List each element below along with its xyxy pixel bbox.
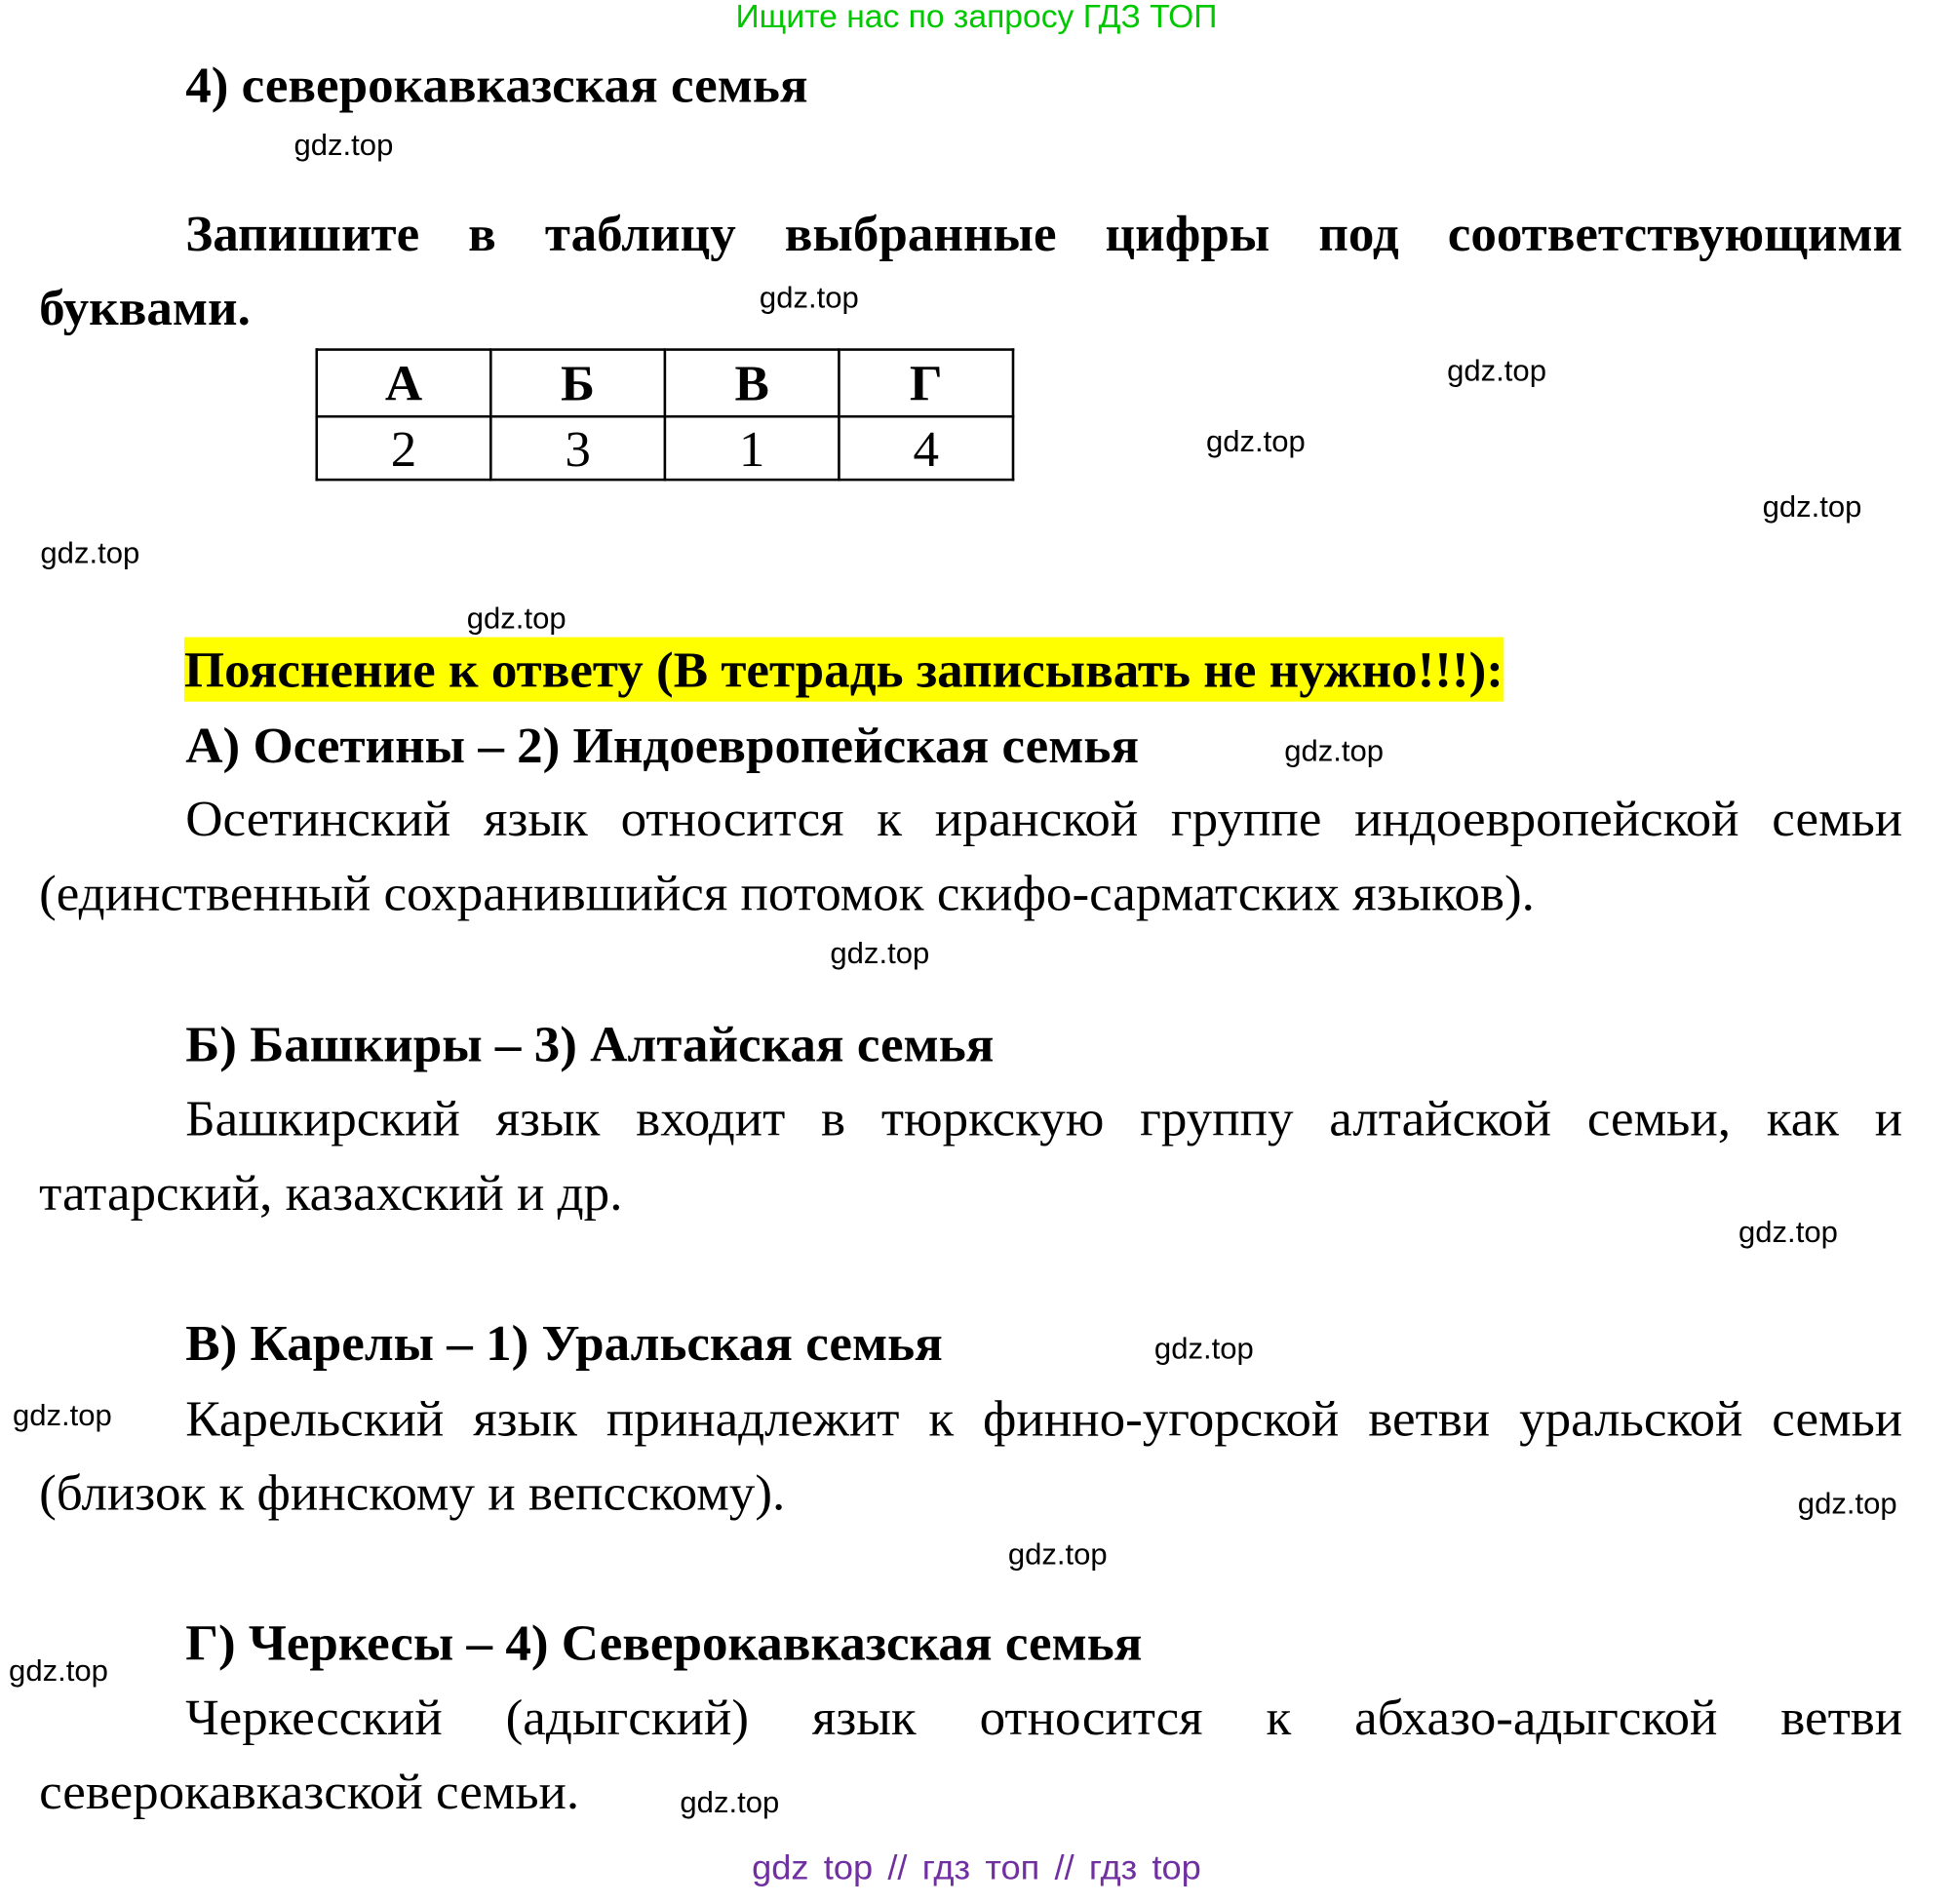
watermark: gdz.top [9, 1654, 108, 1689]
table-header-v: В [665, 350, 840, 417]
section-v-heading: В) Карелы – 1) Уральская семья [185, 1313, 943, 1372]
bottom-banner: gdz top // гдз топ // гдз top [752, 1847, 1201, 1887]
section-a-text: Осетинский язык относится к иранской группе индоевропейской семьи (единственный сохранившийся потомок скифо-сарматских языков). [39, 789, 1903, 921]
watermark: gdz.top [1205, 425, 1306, 459]
watermark: gdz.top [40, 536, 140, 570]
section-g-heading: Г) Черкесы – 4) Северокавказская семья [185, 1613, 1143, 1671]
watermark: gdz.top [12, 1399, 112, 1433]
section-b-heading: Б) Башкиры – 3) Алтайская семья [185, 1015, 995, 1072]
table-header-g: Г [839, 350, 1013, 417]
option-4-line: 4) северокавказская семья [185, 56, 808, 113]
section-a-heading: А) Осетины – 2) Индоевропейская семья [185, 716, 1140, 774]
watermark: gdz.top [1797, 1487, 1897, 1522]
answer-table [315, 348, 1014, 481]
table-value-g: 4 [839, 416, 1013, 480]
watermark: gdz.top [466, 602, 566, 637]
watermark: gdz.top [1738, 1216, 1838, 1250]
section-g-text: Черкесский (адыгский) язык относится к абхазо-адыгской ветви северокавказской семьи. [39, 1688, 1903, 1820]
watermark: gdz.top [759, 281, 859, 315]
watermark: gdz.top [1447, 354, 1546, 388]
table-value-a: 2 [317, 416, 491, 480]
table-header-b: Б [490, 350, 665, 417]
watermark: gdz.top [1007, 1537, 1108, 1573]
watermark: gdz.top [680, 1786, 780, 1820]
watermark: gdz.top [1762, 490, 1862, 525]
watermark: gdz.top [1284, 734, 1385, 769]
table-value-v: 1 [665, 416, 840, 480]
top-banner: Ищите нас по запросу ГДЗ ТОП [735, 0, 1218, 35]
watermark: gdz.top [830, 937, 930, 971]
section-b-text: Башкирский язык входит в тюркскую группу алтайской семьи, как и татарский, казахский и др. [39, 1089, 1903, 1222]
table-value-b: 3 [490, 416, 665, 480]
instruction-text: Запишите в таблицу выбранные цифры под соответствующими буквами. [39, 204, 1903, 336]
answer-table-value-row [317, 416, 1013, 480]
section-v-text: Карельский язык принадлежит к финно-угорской ветви уральской семьи (близок к финскому и вепсскому). [39, 1389, 1903, 1522]
table-header-a: А [317, 350, 491, 417]
explanation-title: Пояснение к ответу (В тетрадь записывать не нужно!!!): [184, 638, 1504, 702]
watermark: gdz.top [1153, 1332, 1254, 1367]
answer-table-header-row [317, 350, 1013, 417]
watermark: gdz.top [293, 129, 394, 163]
